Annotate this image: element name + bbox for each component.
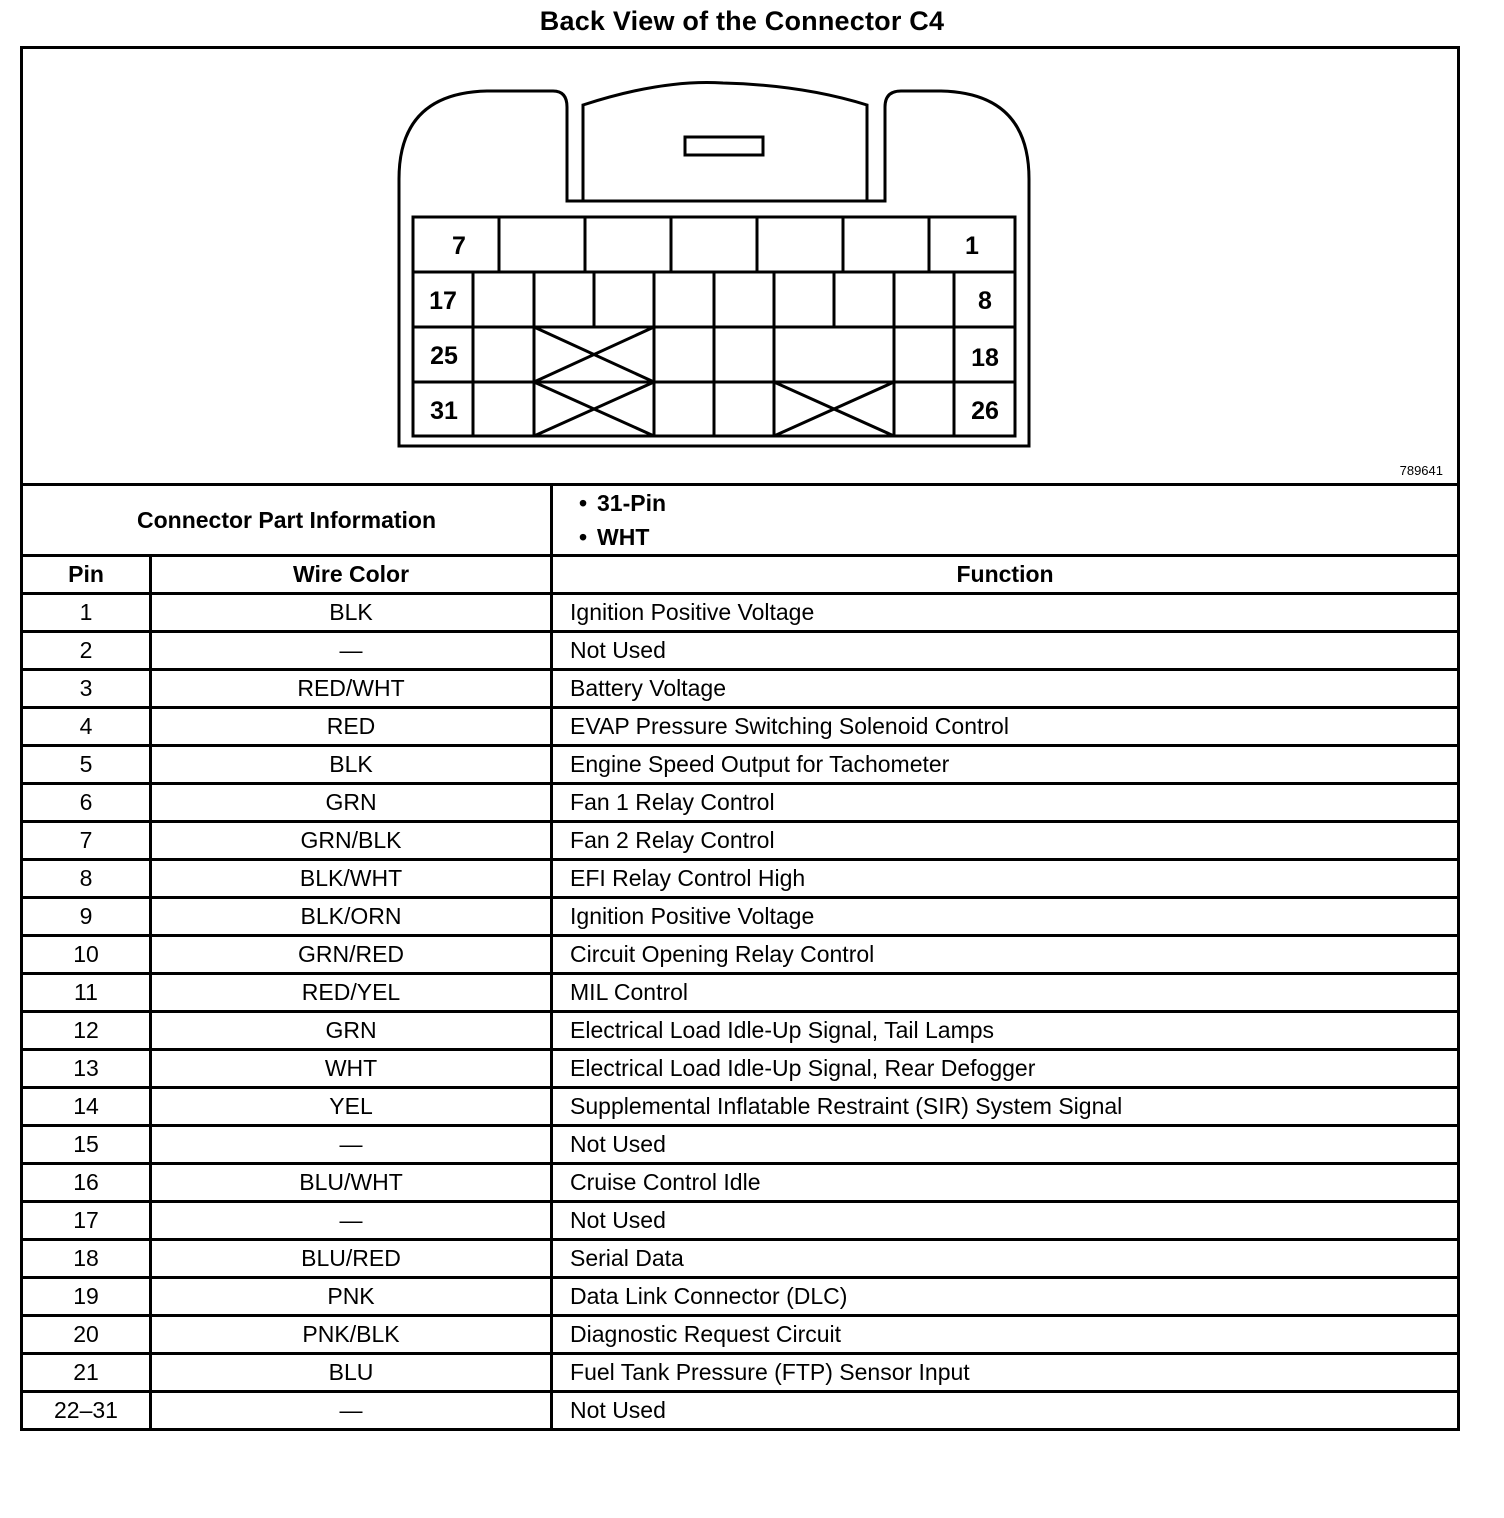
wire-color-cell: PNK/BLK [151, 1316, 552, 1354]
function-cell: Circuit Opening Relay Control [552, 936, 1459, 974]
function-cell: Battery Voltage [552, 670, 1459, 708]
pin-label-18: 18 [971, 344, 999, 372]
wire-color-cell: — [151, 632, 552, 670]
function-cell: EFI Relay Control High [552, 860, 1459, 898]
pin-cell: 12 [22, 1012, 151, 1050]
function-cell: Electrical Load Idle-Up Signal, Rear Defogger [552, 1050, 1459, 1088]
function-cell: Not Used [552, 1126, 1459, 1164]
pin-cell: 9 [22, 898, 151, 936]
wire-color-cell: — [151, 1392, 552, 1430]
function-cell: Data Link Connector (DLC) [552, 1278, 1459, 1316]
wire-color-cell: BLU/RED [151, 1240, 552, 1278]
pin-cell: 22–31 [22, 1392, 151, 1430]
page-title: Back View of the Connector C4 [539, 6, 945, 36]
wire-color-cell: — [151, 1126, 552, 1164]
latch-slot [685, 137, 763, 155]
pin-cell: 17 [22, 1202, 151, 1240]
table-row [22, 632, 1459, 670]
function-cell: Supplemental Inflatable Restraint (SIR) System Signal [552, 1088, 1459, 1126]
pin-cell: 3 [22, 670, 151, 708]
function-cell: EVAP Pressure Switching Solenoid Control [552, 708, 1459, 746]
wire-color-cell: BLK/WHT [151, 860, 552, 898]
function-cell: Not Used [552, 1392, 1459, 1430]
wire-color-cell: RED/WHT [151, 670, 552, 708]
wire-color-cell: PNK [151, 1278, 552, 1316]
wire-color-cell: GRN [151, 1012, 552, 1050]
wire-color-cell: BLU/WHT [151, 1164, 552, 1202]
part-info-pin-count: • 31-Pin [553, 486, 1457, 520]
wire-color-cell: YEL [151, 1088, 552, 1126]
table-row [22, 1240, 1459, 1278]
wire-color-cell: RED/YEL [151, 974, 552, 1012]
pin-cell: 16 [22, 1164, 151, 1202]
pin-cell: 15 [22, 1126, 151, 1164]
part-info-label: Connector Part Information [22, 485, 552, 556]
pin-label-26: 26 [971, 397, 999, 425]
pin-cell: 20 [22, 1316, 151, 1354]
function-cell: Not Used [552, 632, 1459, 670]
pin-cell: 21 [22, 1354, 151, 1392]
header-wire-color: Wire Color [151, 556, 552, 594]
function-cell: Cruise Control Idle [552, 1164, 1459, 1202]
table-row [22, 746, 1459, 784]
pin-label-31: 31 [430, 397, 458, 425]
wire-color-cell: BLK [151, 746, 552, 784]
table-row [22, 1126, 1459, 1164]
function-cell: Fan 1 Relay Control [552, 784, 1459, 822]
pin-cell: 13 [22, 1050, 151, 1088]
wire-color-cell: RED [151, 708, 552, 746]
wire-color-cell: BLK/ORN [151, 898, 552, 936]
pin-cell: 10 [22, 936, 151, 974]
pin-cell: 1 [22, 594, 151, 632]
connector-diagram [23, 49, 1457, 486]
wire-color-cell: GRN/RED [151, 936, 552, 974]
table-row [22, 860, 1459, 898]
part-info-row [22, 485, 1459, 556]
function-cell: Not Used [552, 1202, 1459, 1240]
pin-cell: 8 [22, 860, 151, 898]
wire-color-cell: GRN/BLK [151, 822, 552, 860]
table-row [22, 1316, 1459, 1354]
connector-diagram-frame [20, 46, 1460, 486]
pin-cell: 18 [22, 1240, 151, 1278]
figure-id: 789641 [1399, 463, 1443, 478]
wire-color-cell: BLK [151, 594, 552, 632]
function-cell: Electrical Load Idle-Up Signal, Tail Lamps [552, 1012, 1459, 1050]
pin-cell: 11 [22, 974, 151, 1012]
header-pin: Pin [22, 556, 151, 594]
pin-label-1: 1 [965, 232, 979, 260]
function-cell: Ignition Positive Voltage [552, 898, 1459, 936]
function-cell: Serial Data [552, 1240, 1459, 1278]
function-cell: Engine Speed Output for Tachometer [552, 746, 1459, 784]
table-row [22, 936, 1459, 974]
pin-cell: 2 [22, 632, 151, 670]
pin-cell: 7 [22, 822, 151, 860]
pinout-table [20, 483, 1460, 1431]
table-row [22, 1354, 1459, 1392]
pin-cell: 19 [22, 1278, 151, 1316]
part-info-color: • WHT [553, 520, 1457, 554]
pin-label-8: 8 [978, 287, 992, 315]
function-cell: MIL Control [552, 974, 1459, 1012]
wire-color-cell: BLU [151, 1354, 552, 1392]
table-row [22, 594, 1459, 632]
function-cell: Diagnostic Request Circuit [552, 1316, 1459, 1354]
pin-cell: 6 [22, 784, 151, 822]
function-cell: Ignition Positive Voltage [552, 594, 1459, 632]
table-row [22, 898, 1459, 936]
function-cell: Fuel Tank Pressure (FTP) Sensor Input [552, 1354, 1459, 1392]
table-row [22, 1088, 1459, 1126]
part-info-details [552, 485, 1459, 556]
table-body [22, 594, 1459, 1430]
table-row [22, 1202, 1459, 1240]
table-row [22, 1012, 1459, 1050]
table-row [22, 1392, 1459, 1430]
connector-latch [583, 82, 867, 201]
table-row [22, 974, 1459, 1012]
table-header [22, 556, 1459, 594]
header-function: Function [552, 556, 1459, 594]
pin-label-25: 25 [430, 342, 458, 370]
pin-cell: 14 [22, 1088, 151, 1126]
pin-cell: 5 [22, 746, 151, 784]
table-row [22, 822, 1459, 860]
table-row [22, 670, 1459, 708]
table-row [22, 1278, 1459, 1316]
table-row [22, 1164, 1459, 1202]
wire-color-cell: WHT [151, 1050, 552, 1088]
function-cell: Fan 2 Relay Control [552, 822, 1459, 860]
pin-label-17: 17 [429, 287, 457, 315]
wire-color-cell: GRN [151, 784, 552, 822]
table-row [22, 784, 1459, 822]
table-row [22, 1050, 1459, 1088]
pin-cell: 4 [22, 708, 151, 746]
wire-color-cell: — [151, 1202, 552, 1240]
table-row [22, 708, 1459, 746]
pin-label-7: 7 [452, 232, 466, 260]
